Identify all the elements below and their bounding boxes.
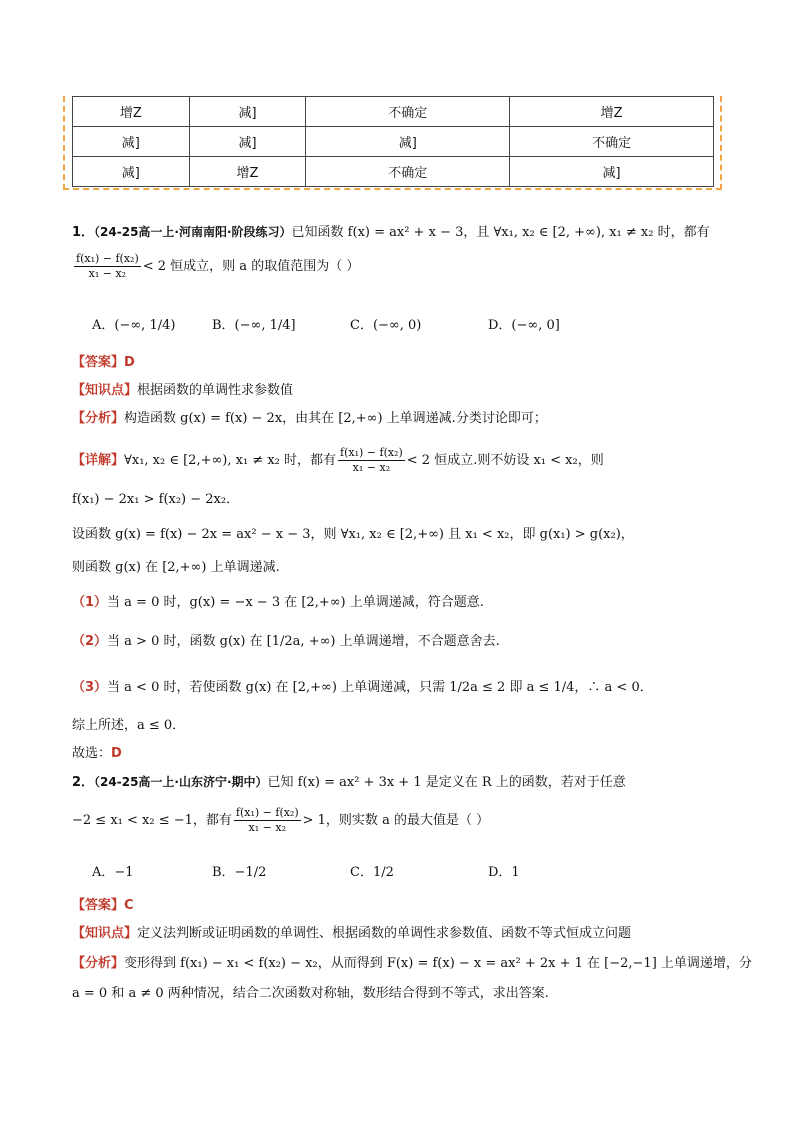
detail-text: ∀x₁, x₂ ∈ [2,+∞), x₁ ≠ x₂ 时，都有 bbox=[124, 453, 337, 468]
case-text: 当 a < 0 时，若使函数 g(x) 在 [2,+∞) 上单调递减，只需 1/2a ≤ 2 即 a ≤ 1/4，∴ a < 0． bbox=[107, 680, 653, 695]
case-label: （1） bbox=[72, 595, 108, 610]
q2-answer bbox=[72, 896, 134, 916]
q1-detail-line2: f(x₁) − 2x₁ > f(x₂) − 2x₂． bbox=[72, 492, 240, 507]
answer-value: C bbox=[124, 898, 134, 913]
knowledge-text: 定义法判断或证明函数的单调性、根据函数的单调性求参数值、函数不等式恒成立问题 bbox=[137, 926, 632, 941]
q1-stem-b: < 2 恒成立，则 a 的取值范围为（ ） bbox=[142, 259, 360, 274]
q2-source: （24-25高一上·山东济宁·期中） bbox=[94, 775, 268, 789]
q1-detail-line3: 设函数 g(x) = f(x) − 2x = ax² − x − 3，则 ∀x₁, x₂ ∈ [2,+∞) 且 x₁ < x₂，即 g(x₁) > g(x₂)， bbox=[72, 527, 634, 542]
q2-option-d[interactable]: D．1 bbox=[488, 865, 520, 880]
choose-label: 故选： bbox=[72, 746, 112, 761]
q1-stem-a: 已知函数 f(x) = ax² + x − 3，且 ∀x₁, x₂ ∈ [2, +∞), x₁ ≠ x₂ 时，都有 bbox=[291, 225, 710, 240]
table-cell: 增Z bbox=[189, 157, 306, 187]
q1-analysis bbox=[72, 409, 547, 429]
q2-stem-b1: −2 ≤ x₁ < x₂ ≤ −1，都有 bbox=[72, 813, 232, 828]
q2-frac-den: x₁ − x₂ bbox=[248, 821, 286, 834]
q1-case-3 bbox=[72, 678, 653, 698]
case-label: （3） bbox=[72, 680, 108, 695]
q1-summary: 综上所述，a ≤ 0． bbox=[72, 718, 186, 733]
q1-choose bbox=[72, 744, 122, 764]
q1-option-c[interactable]: C．(−∞, 0) bbox=[350, 318, 422, 333]
table-cell: 减] bbox=[510, 157, 714, 187]
q1-detail-fraction bbox=[338, 446, 405, 475]
monotonicity-table bbox=[72, 96, 714, 187]
table-cell: 不确定 bbox=[510, 127, 714, 157]
choose-value: D bbox=[111, 746, 122, 761]
table-cell: 不确定 bbox=[306, 97, 510, 127]
q2-stem-a: 已知 f(x) = ax² + 3x + 1 是定义在 R 上的函数，若对于任意 bbox=[267, 775, 626, 790]
table-cell: 不确定 bbox=[306, 157, 510, 187]
table-cell: 增Z bbox=[73, 97, 190, 127]
case-text: 当 a > 0 时，函数 g(x) 在 [1/2a, +∞) 上单调递增，不合题意舍去. bbox=[107, 634, 500, 649]
q2-analysis-line2: a = 0 和 a ≠ 0 两种情况，结合二次函数对称轴，数形结合得到不等式，求出答案. bbox=[72, 986, 549, 1001]
q1-knowledge bbox=[72, 381, 293, 401]
q2-number: 2． bbox=[72, 775, 95, 790]
q2-option-b[interactable]: B．−1/2 bbox=[212, 865, 267, 880]
table-cell: 减] bbox=[306, 127, 510, 157]
q1-source: （24-25高一上·河南南阳·阶段练习） bbox=[94, 225, 292, 239]
answer-label: 【答案】 bbox=[72, 898, 125, 913]
table-row bbox=[73, 127, 714, 157]
answer-label: 【答案】 bbox=[72, 355, 125, 370]
q1-option-a[interactable]: A．(−∞, 1/4) bbox=[92, 318, 176, 333]
q1-detail-line4: 则函数 g(x) 在 [2,+∞) 上单调递减. bbox=[72, 560, 280, 575]
q1-frac-num: f(x₁) − f(x₂) bbox=[76, 252, 139, 265]
q1-frac-den: x₁ − x₂ bbox=[88, 267, 127, 280]
table-cell: 减] bbox=[189, 97, 306, 127]
q2-option-a[interactable]: A．−1 bbox=[92, 865, 134, 880]
q1-fraction bbox=[74, 252, 141, 281]
table-row bbox=[73, 157, 714, 187]
detail-label: 【详解】 bbox=[72, 453, 125, 468]
q1-detail-line1 bbox=[72, 446, 604, 475]
q1-case-2 bbox=[72, 632, 500, 652]
q2-analysis-line1 bbox=[72, 954, 752, 974]
knowledge-label: 【知识点】 bbox=[72, 383, 138, 398]
q2-frac-num: f(x₁) − f(x₂) bbox=[235, 806, 299, 819]
analysis-label: 【分析】 bbox=[72, 956, 125, 971]
q2-stem-b2: > 1，则实数 a 的最大值是（ ） bbox=[302, 813, 490, 828]
q2-stem-line1 bbox=[72, 772, 626, 793]
detail-text: < 2 恒成立.则不妨设 x₁ < x₂，则 bbox=[406, 453, 604, 468]
q2-knowledge bbox=[72, 924, 631, 944]
table-cell: 减] bbox=[73, 127, 190, 157]
case-text: 当 a = 0 时，g(x) = −x − 3 在 [2,+∞) 上单调递减，符合题意. bbox=[107, 595, 484, 610]
analysis-text: 构造函数 g(x) = f(x) − 2x，由其在 [2,+∞) 上单调递减.分类讨论即可； bbox=[124, 411, 547, 426]
table-cell: 减] bbox=[73, 157, 190, 187]
table-row bbox=[73, 97, 714, 127]
frac-num: f(x₁) − f(x₂) bbox=[340, 446, 403, 459]
q2-fraction bbox=[234, 806, 301, 835]
case-label: （2） bbox=[72, 634, 108, 649]
frac-den: x₁ − x₂ bbox=[352, 461, 391, 474]
q1-answer bbox=[72, 353, 135, 373]
knowledge-label: 【知识点】 bbox=[72, 926, 138, 941]
analysis-label: 【分析】 bbox=[72, 411, 125, 426]
q2-option-c[interactable]: C．1/2 bbox=[350, 865, 394, 880]
q1-option-d[interactable]: D．(−∞, 0] bbox=[488, 318, 560, 333]
table-cell: 增Z bbox=[510, 97, 714, 127]
q2-stem-line2 bbox=[72, 806, 489, 835]
analysis-text: 变形得到 f(x₁) − x₁ < f(x₂) − x₂，从而得到 F(x) = f(x) − x = ax² + 2x + 1 在 [−2,−1] 上单调递增，分 bbox=[124, 956, 752, 971]
table-cell: 减] bbox=[189, 127, 306, 157]
q1-case-1 bbox=[72, 593, 484, 613]
q1-option-b[interactable]: B．(−∞, 1/4] bbox=[212, 318, 296, 333]
q1-number: 1． bbox=[72, 225, 95, 240]
knowledge-text: 根据函数的单调性求参数值 bbox=[137, 383, 294, 398]
answer-value: D bbox=[124, 355, 135, 370]
q1-stem-line2 bbox=[72, 252, 359, 281]
q1-stem-line1 bbox=[72, 222, 710, 243]
